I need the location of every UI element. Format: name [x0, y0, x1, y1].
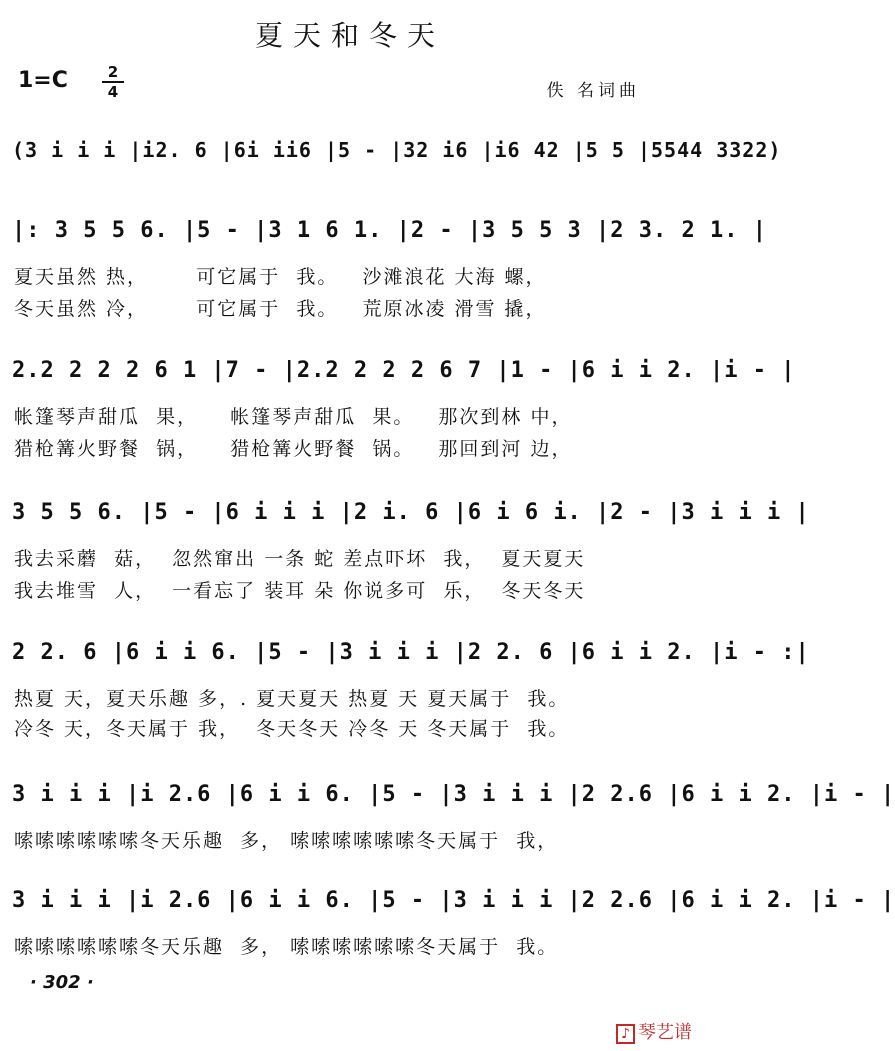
- meter-bottom: 4: [107, 83, 119, 101]
- line2-lyric-verse1: 帐篷琴声甜瓜 果， 帐篷琴声甜瓜 果。 那次到林 中，: [14, 406, 573, 428]
- line4-notes: 2 2. 6 |6 i i 6. |5 - |3 i i i |2 2. 6 |6 i i 2. |i - :|: [12, 640, 810, 665]
- line2-notes: 2.2 2 2 2 6 1 |7 - |2.2 2 2 2 6 7 |1 - |6 i i 2. |i - |: [12, 358, 796, 383]
- line3-notes: 3 5 5 6. |5 - |6 i i i |2 i. 6 |6 i 6 i. |2 - |3 i i i |: [12, 500, 810, 525]
- line6-notes: 3 i i i |i 2.6 |6 i i 6. |5 - |3 i i i |2 2.6 |6 i i 2. |i - |: [12, 888, 895, 913]
- page-number: · 302 ·: [30, 972, 94, 993]
- line3-lyric-verse2: 我去堆雪 人， 一看忘了 装耳 朵 你说多可 乐， 冬天冬天: [14, 580, 586, 602]
- watermark-logo: [616, 1018, 692, 1044]
- line1-lyric-verse2: 冬天虽然 冷， 可它属于 我。 荒原冰凌 滑雪 撬，: [14, 298, 547, 320]
- line3-lyric-verse1: 我去采蘑 菇， 忽然窜出 一条 蛇 差点吓坏 我， 夏天夏天: [14, 548, 586, 570]
- key-signature: 1=C: [18, 68, 68, 93]
- watermark-icon: ♪: [616, 1024, 635, 1044]
- watermark-text: 琴艺谱: [638, 1022, 692, 1043]
- line6-lyric: 嗦嗦嗦嗦嗦嗦冬天乐趣 多， 嗦嗦嗦嗦嗦嗦冬天属于 我。: [14, 936, 559, 958]
- line5-lyric: 嗦嗦嗦嗦嗦嗦冬天乐趣 多， 嗦嗦嗦嗦嗦嗦冬天属于 我，: [14, 830, 559, 852]
- time-signature: [102, 64, 124, 100]
- line5-notes: 3 i i i |i 2.6 |6 i i 6. |5 - |3 i i i |2 2.6 |6 i i 2. |i - |: [12, 782, 895, 807]
- meter-top: 2: [107, 63, 119, 81]
- line4-lyric-verse1: 热夏 天，夏天乐趣 多，. 夏天夏天 热夏 天 夏天属于 我。: [14, 688, 570, 710]
- composer-credit: 佚 名词曲: [546, 81, 640, 101]
- intro-notes: (3 i i i |i2. 6 |6i ii6 |5 - |32 i6 |i6 42 |5 5 |5544 3322): [12, 138, 782, 162]
- line2-lyric-verse2: 猎枪篝火野餐 锅， 猎枪篝火野餐 锅。 那回到河 边，: [14, 438, 573, 460]
- line4-lyric-verse2: 冷冬 天，冬天属于 我， 冬天冬天 冷冬 天 冬天属于 我。: [14, 718, 570, 740]
- line1-lyric-verse1: 夏天虽然 热， 可它属于 我。 沙滩浪花 大海 螺，: [14, 266, 547, 288]
- line1-notes: |: 3 5 5 6. |5 - |3 1 6 1. |2 - |3 5 5 3 |2 3. 2 1. |: [12, 218, 767, 243]
- song-title: 夏天和冬天: [254, 19, 445, 52]
